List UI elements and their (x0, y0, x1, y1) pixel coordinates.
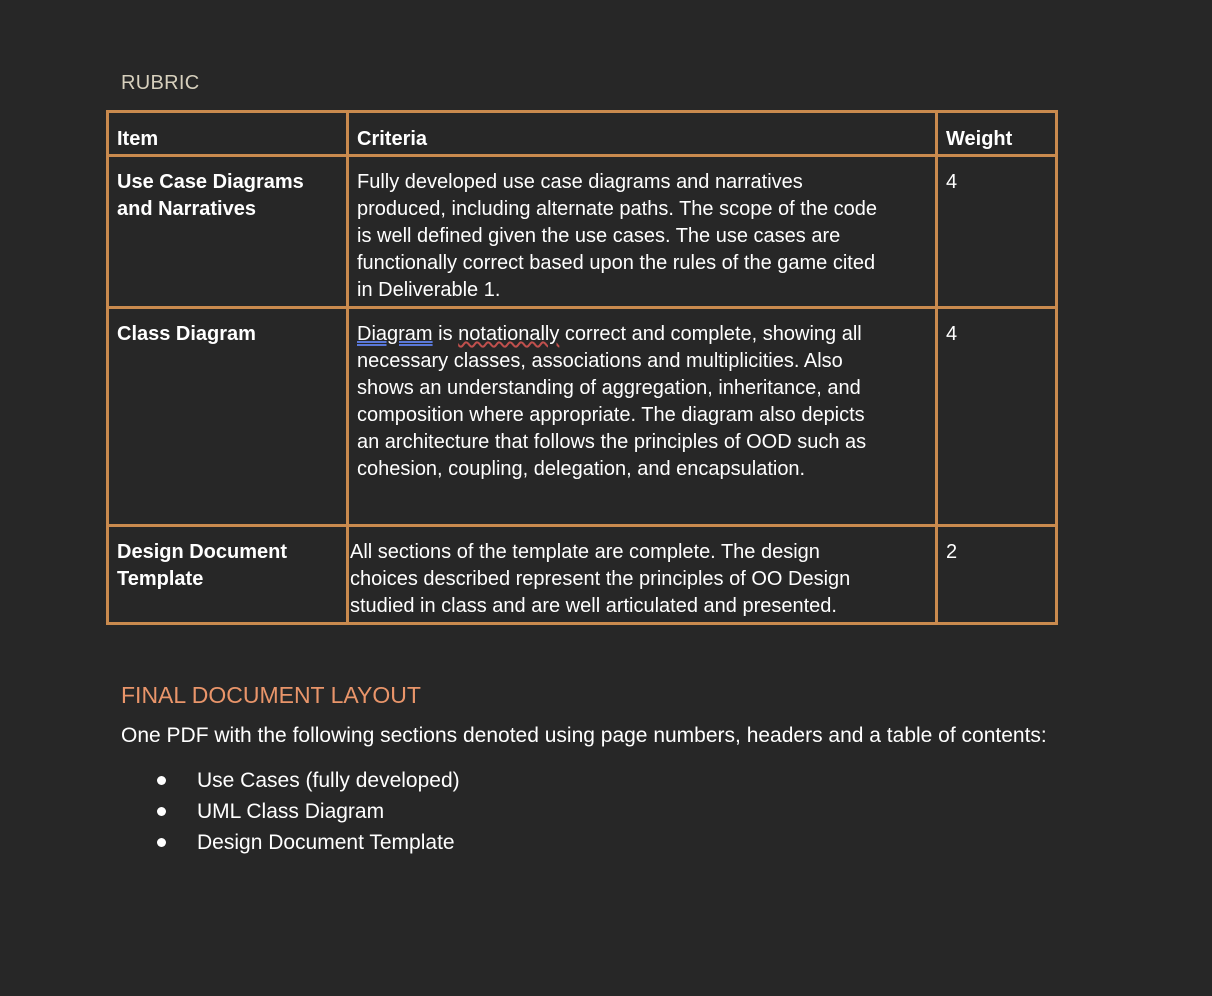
criteria-text: correct and complete, showing all (564, 323, 862, 345)
weight-value: 2 (946, 541, 958, 563)
list-item-label: UML Class Diagram (197, 800, 385, 823)
list-item-label: Design Document Template (197, 831, 455, 854)
rubric-heading: RUBRIC (121, 72, 200, 94)
bullet-icon (157, 838, 166, 847)
table-header-row (108, 112, 1057, 156)
header-weight: Weight (937, 112, 1057, 156)
list-item-label: Use Cases (fully developed) (197, 769, 460, 792)
criteria-word: is (438, 323, 453, 345)
section-list (157, 765, 460, 858)
criteria-line: in Deliverable 1. (357, 279, 501, 301)
criteria-cell (348, 526, 937, 624)
table-row (108, 156, 1057, 308)
criteria-line: studied in class and are well articulated and presented. (350, 595, 837, 617)
criteria-line: composition where appropriate. The diagram also depicts (357, 404, 865, 426)
criteria-line: All sections of the template are complete. The design (350, 541, 820, 563)
criteria-cell (348, 156, 937, 308)
weight-value: 4 (946, 323, 958, 345)
item-cell (108, 156, 348, 308)
criteria-line: shows an understanding of aggregation, inheritance, and (357, 377, 861, 399)
header-criteria: Criteria (348, 112, 937, 156)
item-label: and Narratives (117, 198, 256, 220)
list-item (157, 796, 460, 827)
item-label: Use Case Diagrams (117, 171, 304, 193)
criteria-line: Fully developed use case diagrams and narratives (357, 171, 803, 193)
item-cell (108, 308, 348, 526)
criteria-line: choices described represent the principles of OO Design (350, 568, 851, 590)
weight-value: 4 (946, 171, 958, 193)
header-item: Item (108, 112, 348, 156)
criteria-line: necessary classes, associations and multiplicities. Also (357, 350, 843, 372)
table-row (108, 308, 1057, 526)
bullet-icon (157, 776, 166, 785)
list-item (157, 827, 460, 858)
criteria-line: functionally correct based upon the rules of the game cited (357, 252, 876, 274)
weight-cell (937, 308, 1057, 526)
rubric-table (106, 110, 1058, 625)
criteria-line: is well defined given the use cases. The use cases are (357, 225, 841, 247)
weight-cell (937, 156, 1057, 308)
criteria-line (357, 321, 927, 348)
criteria-cell (348, 308, 937, 526)
item-label: Class Diagram (117, 323, 256, 345)
bullet-icon (157, 807, 166, 816)
criteria-line: cohesion, coupling, delegation, and encapsulation. (357, 458, 806, 480)
final-layout-heading: FINAL DOCUMENT LAYOUT (121, 682, 421, 708)
criteria-line: an architecture that follows the principles of OOD such as (357, 431, 867, 453)
weight-cell (937, 526, 1057, 624)
criteria-line: produced, including alternate paths. The scope of the code (357, 198, 877, 220)
item-cell (108, 526, 348, 624)
table-row (108, 526, 1057, 624)
final-layout-description: One PDF with the following sections denoted using page numbers, headers and a table of contents: (121, 724, 1047, 747)
spelling-flagged-word[interactable]: notationally (458, 323, 560, 345)
list-item (157, 765, 460, 796)
item-label: Design Document (117, 541, 288, 563)
grammar-flagged-word[interactable]: Diagram (357, 323, 433, 345)
item-label: Template (117, 568, 204, 590)
